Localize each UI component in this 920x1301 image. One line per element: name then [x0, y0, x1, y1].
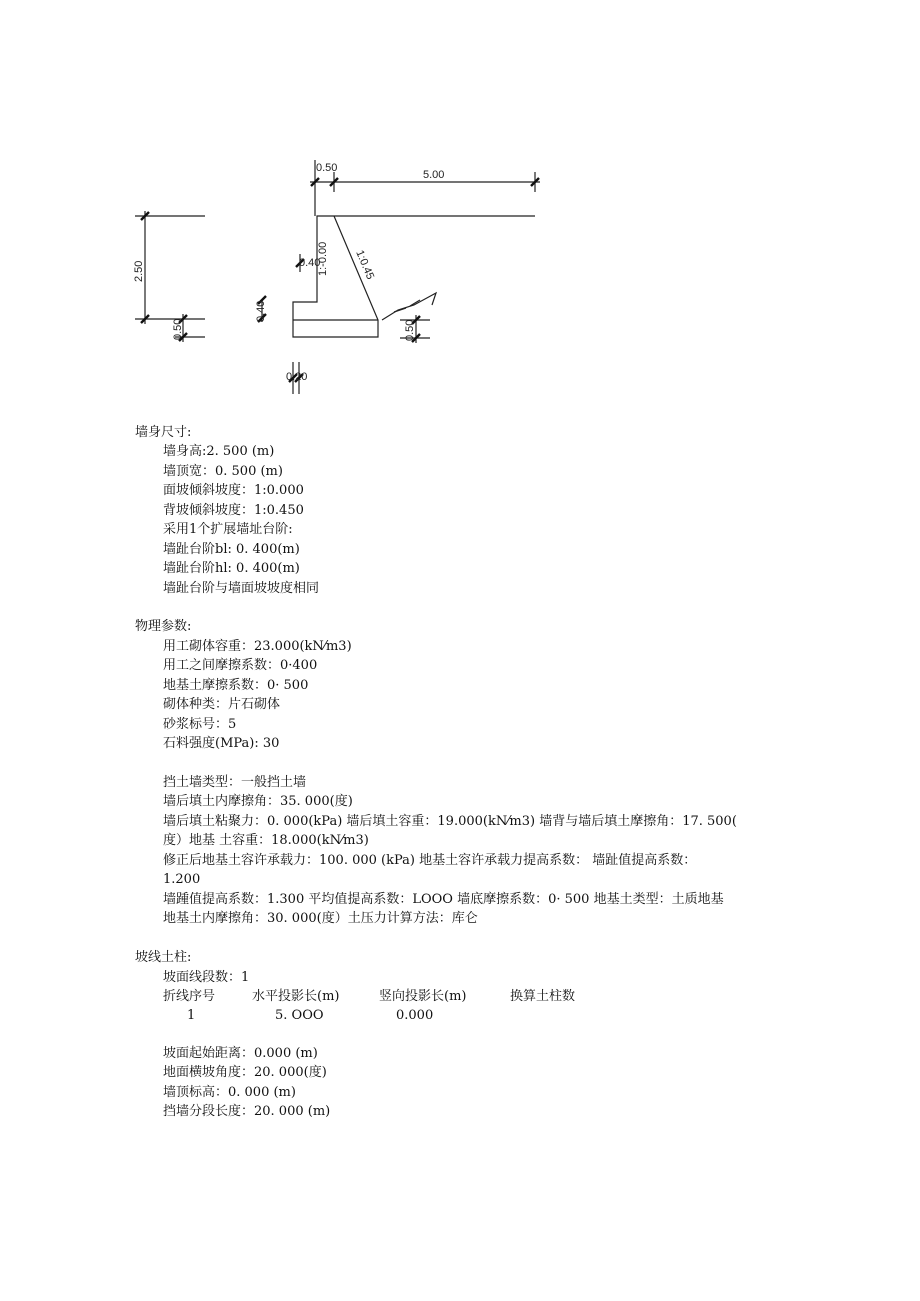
wall-size-line: 墙顶宽：0. 500 (m) — [163, 464, 283, 479]
table-header: 换算土柱数 — [510, 989, 576, 1004]
physical-line: 用工之间摩擦系数：0·400 — [163, 658, 318, 673]
dim-slope-length: 5.00 — [423, 169, 445, 181]
dim-left-base: 0.50 — [172, 318, 184, 340]
table-header: 竖向投影长(m) — [379, 989, 467, 1004]
dim-step-height-2: 0.40 — [255, 300, 267, 322]
physical-line: 用工砌体容重：23.000(kN⁄m3) — [163, 639, 352, 654]
physical-line: 地基土摩擦系数：0· 500 — [163, 678, 309, 693]
step-dimensions — [255, 254, 320, 394]
top-dimension — [310, 160, 540, 216]
section-title-slope-soil: 坡线土柱: — [135, 950, 192, 965]
physical-line: 1.200 — [163, 872, 201, 887]
slope-soil-line: 挡墙分段长度：20. 000 (m) — [163, 1104, 331, 1119]
dim-step-height: 0.40 — [299, 257, 321, 269]
wall-size-line: 背坡倾斜坡度：1:0.450 — [163, 503, 304, 518]
segments-line: 坡面线段数：1 — [163, 970, 250, 985]
table-cell: 1 — [187, 1008, 196, 1023]
table-header: 水平投影长(m) — [252, 989, 340, 1004]
right-base-dimension — [400, 315, 430, 343]
table-header: 折线序号 — [163, 989, 216, 1004]
section-title-physical: 物理参数: — [135, 619, 192, 634]
physical-line: 墙踵值提高系数：1.300 平均值提高系数：LOOO 墙底摩擦系数：0· 500 地基土类型：土质地基 — [163, 892, 724, 907]
wall-outline — [293, 216, 535, 337]
slope-soil-line: 地面横坡角度：20. 000(度) — [163, 1065, 327, 1080]
back-slope-label: 1:0.45 — [353, 248, 377, 282]
retaining-wall-drawing — [0, 0, 920, 420]
wall-size-line: 采用1个扩展墙址台阶: — [163, 522, 293, 537]
slope-labels — [317, 242, 376, 282]
left-height-dimension — [133, 211, 205, 342]
physical-line: 挡土墙类型：一般挡土墙 — [163, 775, 307, 790]
dim-right-base: 0.50 — [404, 319, 416, 341]
wall-size-line: 面坡倾斜坡度：1:0.000 — [163, 483, 304, 498]
wall-size-line: 墙趾台阶bl: 0. 400(m) — [163, 542, 300, 557]
wall-size-line: 墙身高:2. 500 (m) — [163, 444, 275, 459]
wall-size-line: 墙趾台阶与墙面坡坡度相同 — [163, 581, 320, 596]
physical-line: 修正后地基土容许承载力：100. 000 (kPa) 地基土容许承载力提高系数： 墙趾值提高系数： — [163, 853, 697, 868]
wall-size-line: 墙趾台阶hl: 0. 400(m) — [163, 561, 300, 576]
physical-line: 砂浆标号：5 — [163, 717, 237, 732]
table-cell: 5. OOO — [275, 1008, 324, 1023]
dim-wall-height: 2.50 — [133, 260, 145, 282]
table-cell: 0.000 — [396, 1008, 434, 1023]
physical-line: 地基土内摩擦角：30. 000(度）土压力计算方法：库仑 — [163, 911, 478, 926]
physical-line: 石料强度(MPa): 30 — [163, 736, 280, 751]
dim-top-width: 0.50 — [316, 162, 338, 174]
physical-line: 墙后填土内摩擦角：35. 000(度) — [163, 794, 353, 809]
physical-line: 砌体种类：片石砌体 — [163, 697, 281, 712]
slope-soil-line: 墙顶标高：0. 000 (m) — [163, 1085, 296, 1100]
ground-hatch — [382, 293, 436, 320]
physical-line: 度）地基 土容重：18.000(kN⁄m3) — [163, 833, 369, 848]
physical-line: 墙后填土粘聚力：0. 000(kPa) 墙后填土容重：19.000(kN⁄m3) 墙背与墙后填土摩擦角：17. 500( — [163, 814, 737, 829]
slope-soil-line: 坡面起始距离：0.000 (m) — [163, 1046, 318, 1061]
section-title-wall-size: 墙身尺寸: — [135, 425, 192, 440]
dim-step-width: 0.20 — [286, 371, 308, 383]
face-slope-label: 1:-0.00 — [317, 241, 329, 276]
